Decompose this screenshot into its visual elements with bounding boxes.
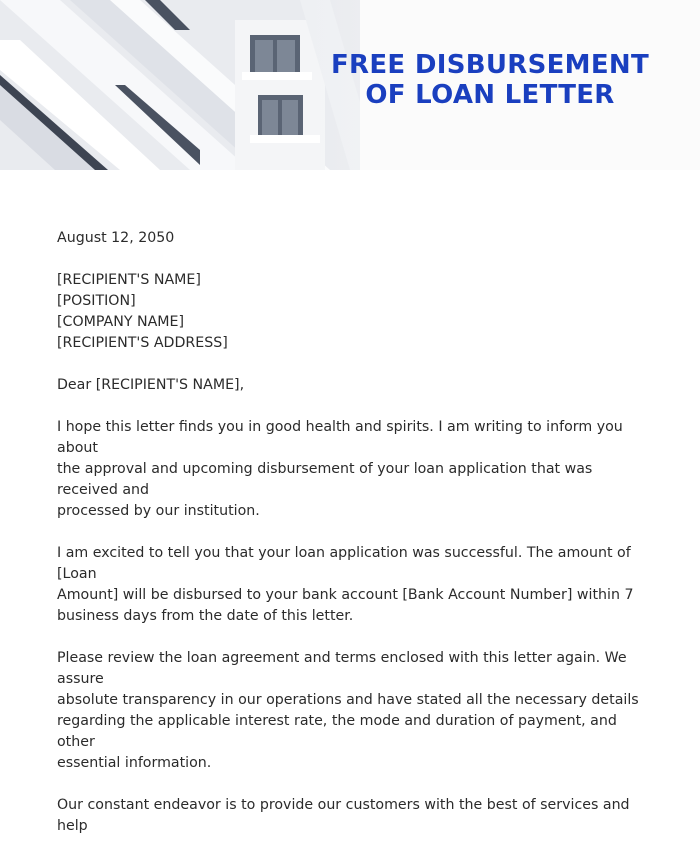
recipient-name: [RECIPIENT'S NAME]	[57, 272, 201, 288]
salutation: Dear [RECIPIENT'S NAME],	[57, 377, 245, 393]
paragraph-line: business days from the date of this letter.	[57, 608, 354, 624]
title-line-1: FREE DISBURSEMENT	[330, 50, 649, 80]
paragraph-line: Our constant endeavor is to provide our customers with the best of services and help	[57, 797, 630, 834]
letter-body	[57, 228, 657, 858]
paragraph-line: the approval and upcoming disbursement of your loan application that was received and	[57, 461, 593, 498]
paragraph-line: Please review the loan agreement and terms enclosed with this letter again. We assure	[57, 650, 627, 687]
title-line-2: OF LOAN LETTER	[365, 80, 615, 110]
paragraph-3	[57, 648, 657, 774]
recipient-position: [POSITION]	[57, 293, 136, 309]
paragraph-line: Amount] will be disbursed to your bank account [Bank Account Number] within 7	[57, 587, 634, 603]
paragraph-line: essential information.	[57, 755, 212, 771]
letter-date: August 12, 2050	[57, 230, 175, 246]
paragraph-2	[57, 543, 657, 627]
paragraph-line: processed by our institution.	[57, 503, 260, 519]
recipient-company: [COMPANY NAME]	[57, 314, 185, 330]
paragraph-line: I hope this letter finds you in good health and spirits. I am writing to inform you about	[57, 419, 623, 456]
recipient-address: [RECIPIENT'S ADDRESS]	[57, 335, 228, 351]
paragraph-line: regarding the applicable interest rate, the mode and duration of payment, and other	[57, 713, 617, 750]
paragraph-line: I am excited to tell you that your loan application was successful. The amount of [Loan	[57, 545, 631, 582]
header-banner	[0, 0, 700, 170]
page-title	[300, 50, 680, 110]
paragraph-4	[57, 795, 657, 837]
paragraph-1	[57, 417, 657, 522]
recipient-block	[57, 270, 657, 354]
paragraph-line: absolute transparency in our operations and have stated all the necessary details	[57, 692, 639, 708]
